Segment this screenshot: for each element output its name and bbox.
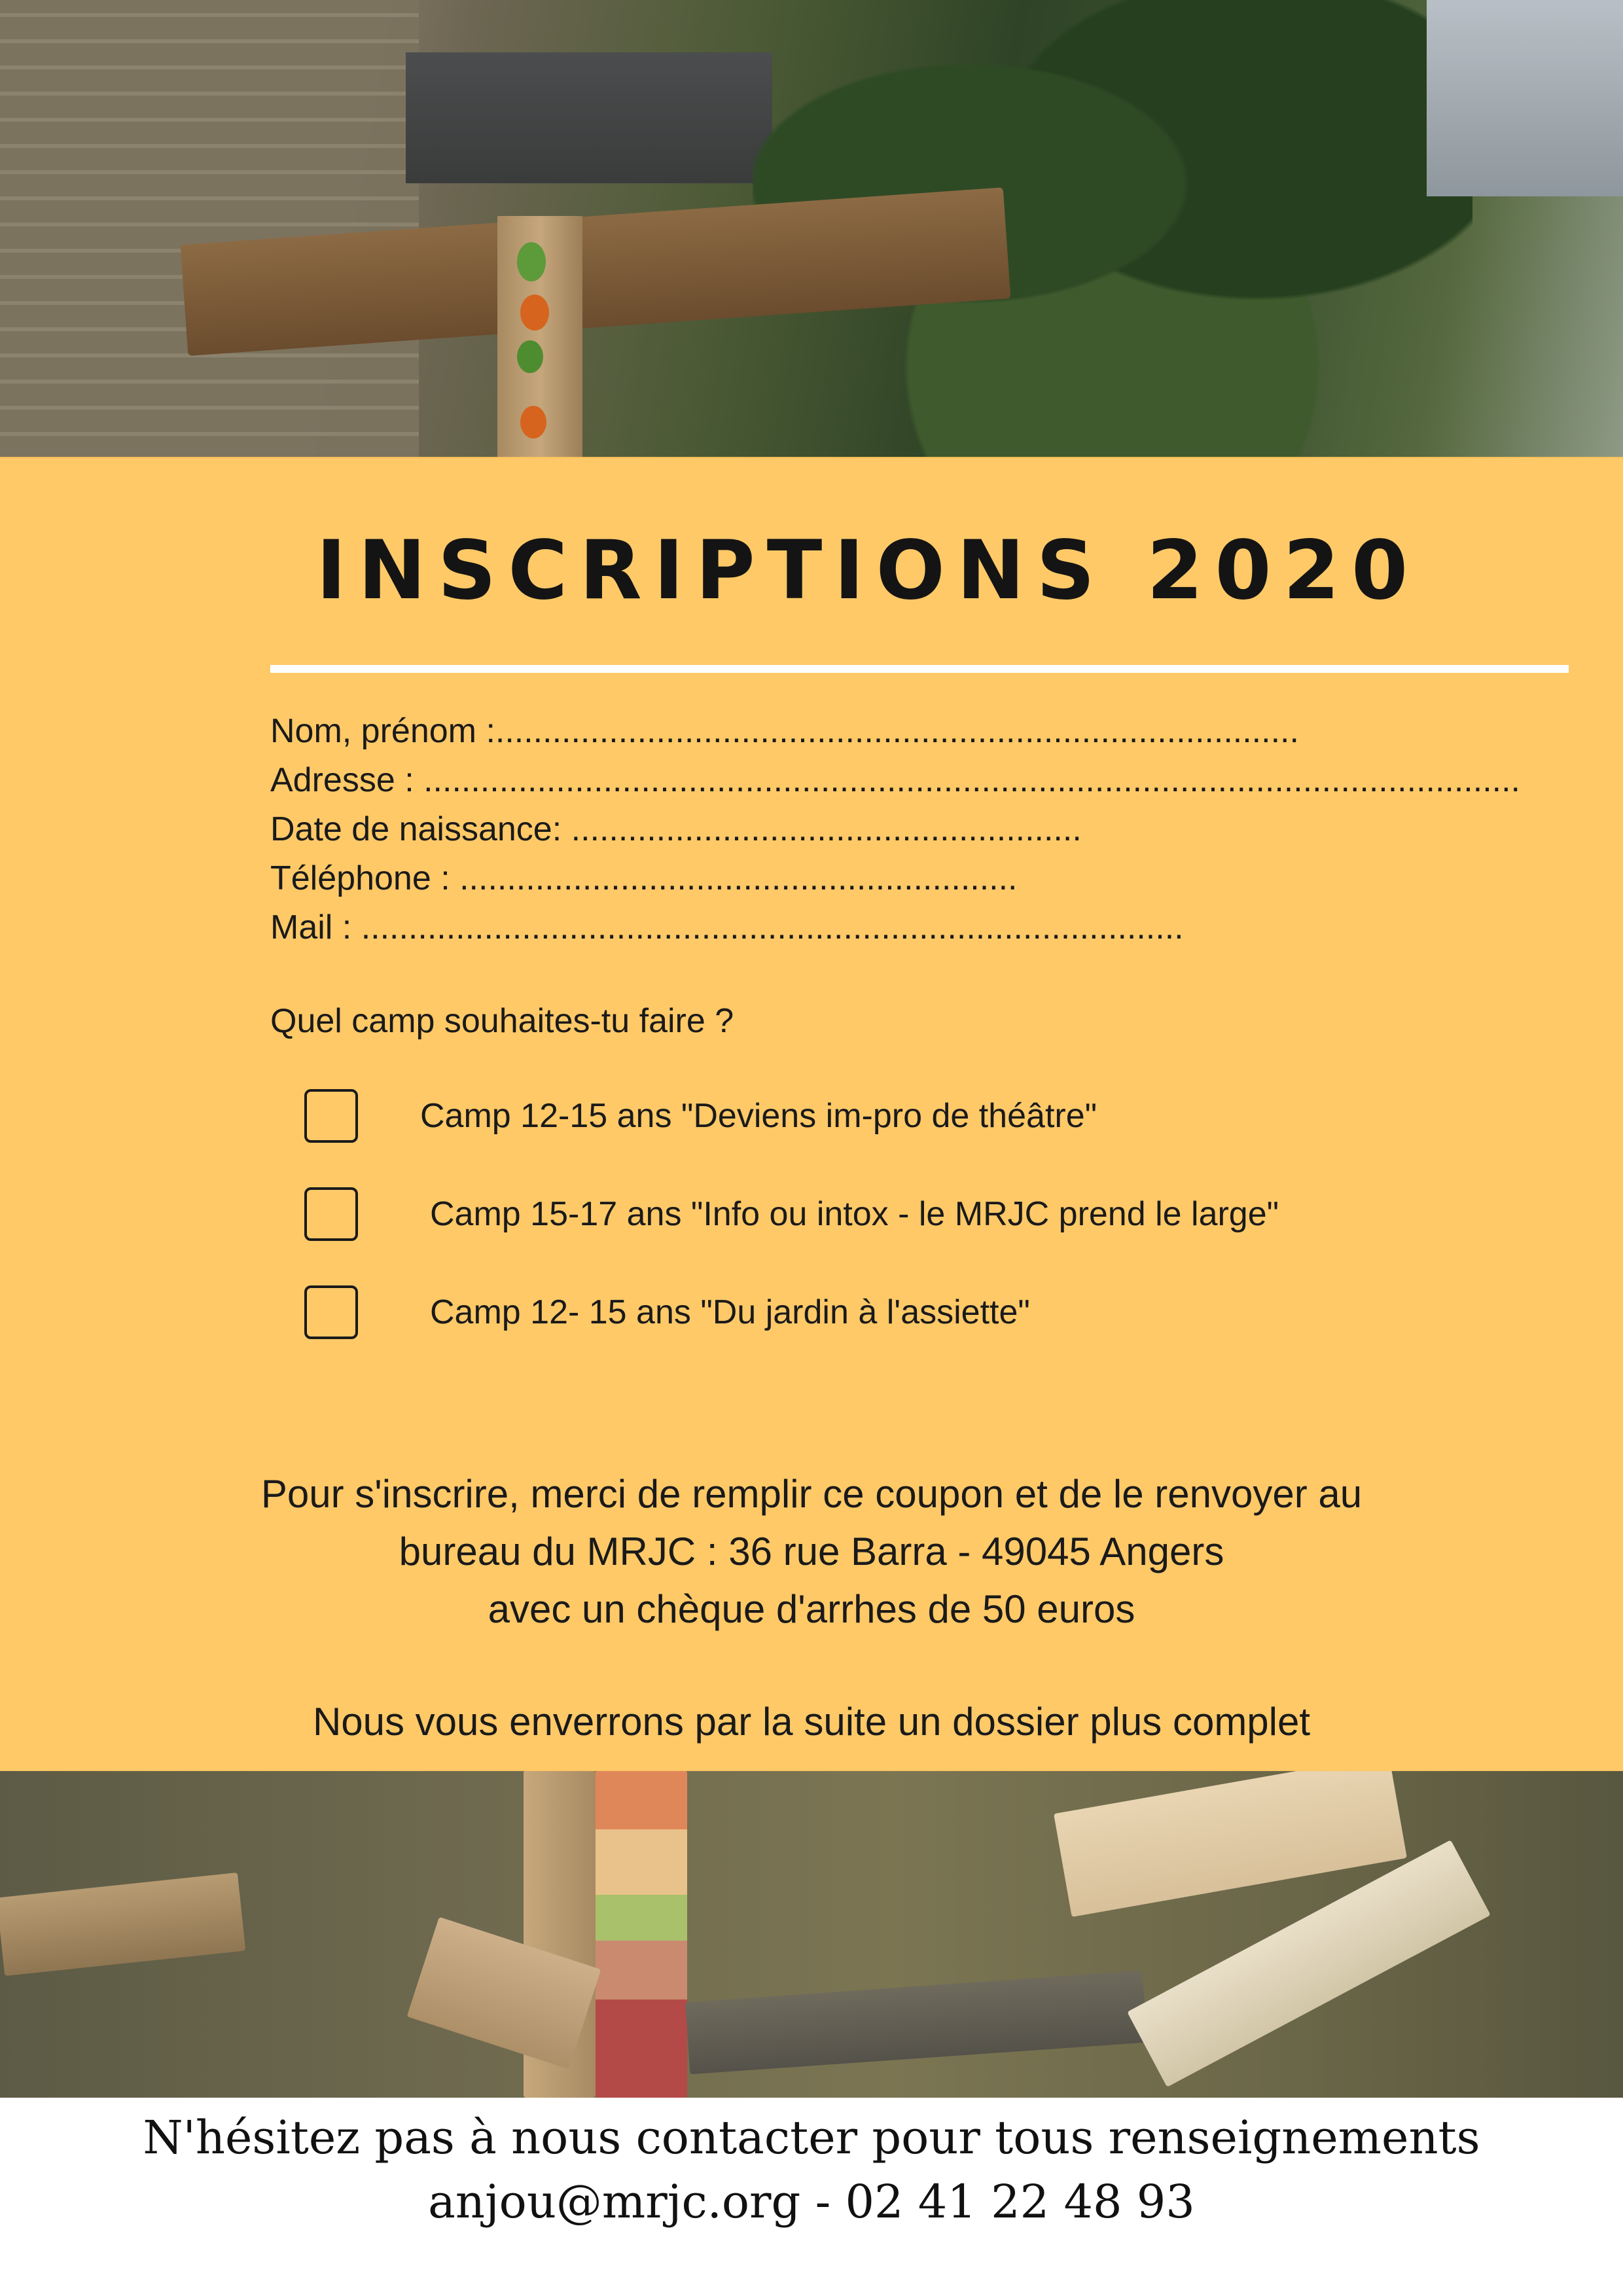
roof bbox=[406, 52, 772, 183]
footer-email-phone[interactable]: anjou@mrjc.org - 02 41 22 48 93 bbox=[428, 2175, 1195, 2229]
field-mail[interactable]: Mail : ....................................................................................... bbox=[270, 908, 1184, 946]
instructions-line: avec un chèque d'arrhes de 50 euros bbox=[488, 1587, 1135, 1631]
background-photo-bottom bbox=[0, 1770, 1623, 2098]
painted-post bbox=[596, 1770, 687, 2098]
checkbox[interactable] bbox=[304, 1187, 358, 1241]
footer-contact-line: N'hésitez pas à nous contacter pour tous renseignements bbox=[143, 2111, 1480, 2164]
paint-dot bbox=[520, 295, 549, 331]
paint-dot bbox=[520, 406, 546, 439]
checkbox[interactable] bbox=[304, 1285, 358, 1339]
sky bbox=[1427, 0, 1623, 196]
field-address[interactable]: Adresse : .................................................................................................................... bbox=[270, 761, 1520, 799]
camp-option-jardin[interactable] bbox=[304, 1283, 1030, 1342]
paint-dot bbox=[517, 242, 546, 281]
footer bbox=[0, 2098, 1623, 2296]
form-fields bbox=[270, 707, 1553, 952]
checkbox[interactable] bbox=[304, 1089, 358, 1143]
paint-dot bbox=[517, 340, 543, 373]
stone-wall bbox=[0, 0, 419, 458]
camp-option-info-intox[interactable] bbox=[304, 1185, 1279, 1244]
field-name[interactable]: Nom, prénom :..................................................................................... bbox=[270, 712, 1299, 750]
followup-text: Nous vous enverrons par la suite un dossier plus complet bbox=[312, 1700, 1311, 1744]
page-title: INSCRIPTIONS 2020 bbox=[316, 524, 1420, 618]
field-phone[interactable]: Téléphone : ........................................................... bbox=[270, 859, 1018, 897]
instructions-line: Pour s'inscrire, merci de remplir ce coupon et de le renvoyer au bbox=[260, 1472, 1363, 1516]
wooden-plank bbox=[685, 1971, 1147, 2075]
camp-option-impro[interactable] bbox=[304, 1086, 1097, 1145]
camp-option-label: Camp 15-17 ans "Info ou intox - le MRJC prend le large" bbox=[430, 1195, 1279, 1233]
camp-option-label: Camp 12- 15 ans "Du jardin à l'assiette" bbox=[430, 1293, 1030, 1331]
title-underline bbox=[270, 665, 1569, 673]
field-birthdate[interactable]: Date de naissance: ...................................................... bbox=[270, 810, 1082, 848]
camp-option-label: Camp 12-15 ans "Deviens im-pro de théâtre" bbox=[420, 1097, 1097, 1135]
camp-question: Quel camp souhaites-tu faire ? bbox=[270, 1002, 734, 1040]
instructions-line: bureau du MRJC : 36 rue Barra - 49045 Angers bbox=[399, 1530, 1224, 1573]
wooden-plank bbox=[0, 1873, 245, 1976]
background-photo-top bbox=[0, 0, 1623, 458]
